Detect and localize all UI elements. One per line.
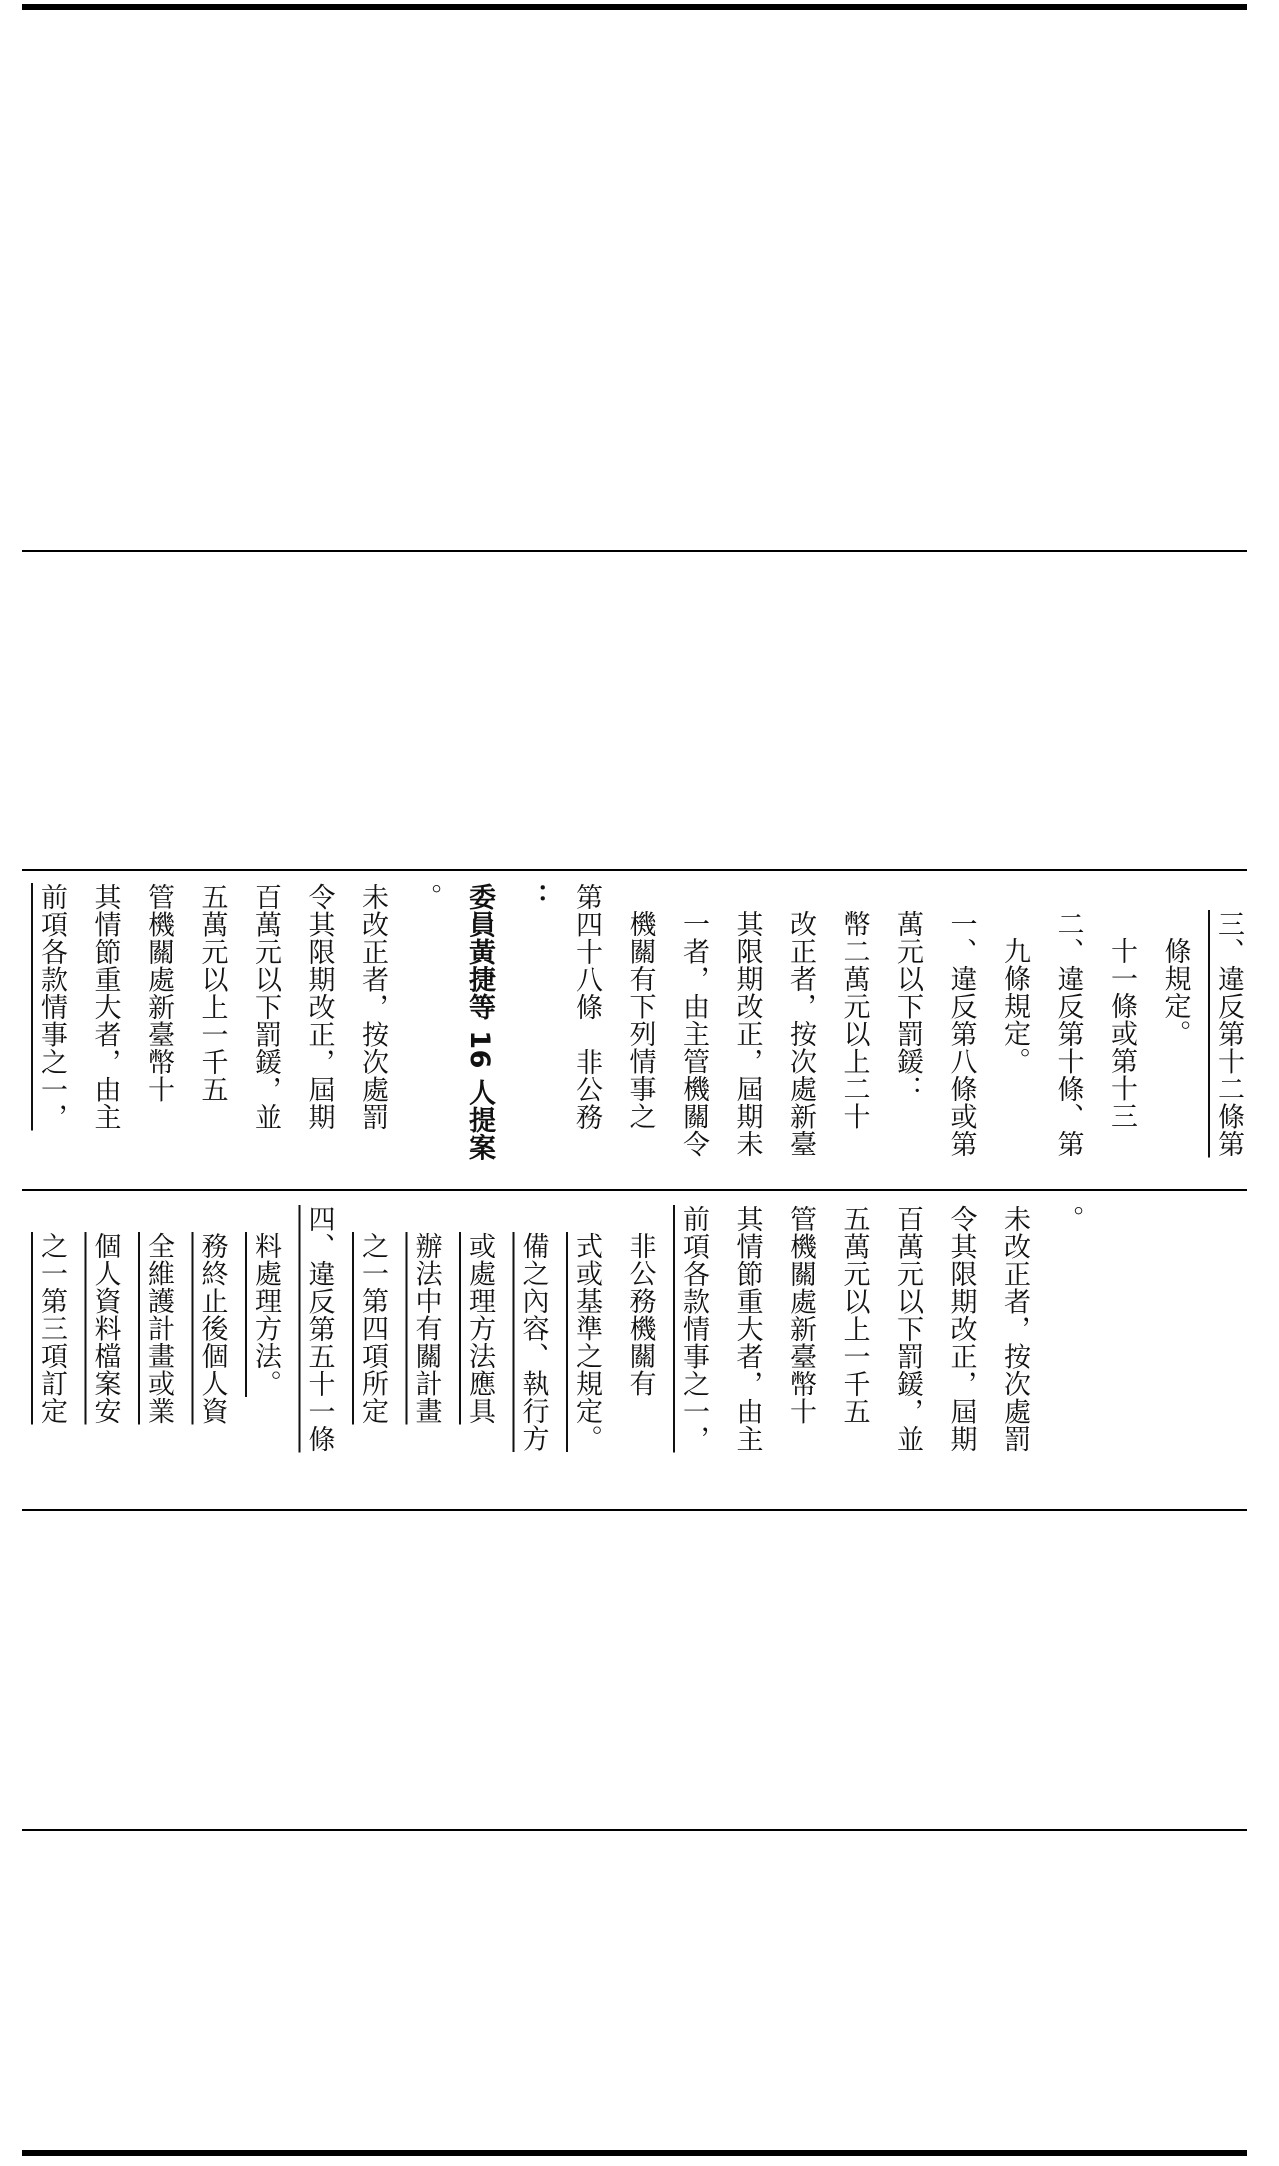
text-segment: 幣二萬元以上二十 xyxy=(838,910,870,1130)
text-column xyxy=(622,1205,658,1505)
text-column xyxy=(461,883,497,1183)
text-segment: 九條規定。 xyxy=(999,937,1030,1075)
text-segment: 其限期改正，屆期未 xyxy=(731,910,763,1158)
text-column xyxy=(461,1205,497,1505)
text-segment: 務終止後個人資 xyxy=(196,1232,228,1425)
row-divider-3 xyxy=(22,1189,1247,1191)
text-segment: 個人資料檔案安 xyxy=(89,1232,121,1425)
text-segment: 前項各款情事之一， xyxy=(678,1205,709,1453)
text-column xyxy=(996,883,1032,1183)
top-border xyxy=(22,4,1247,10)
text-segment: 管機關處新臺幣十 xyxy=(143,883,174,1103)
text-segment: 前項各款情事之一， xyxy=(36,883,67,1131)
text-column xyxy=(247,883,283,1183)
text-column xyxy=(675,1205,711,1505)
text-column xyxy=(622,883,658,1183)
text-column xyxy=(247,1205,283,1505)
text-segment: 之一第四項所定 xyxy=(357,1232,388,1425)
text-segment: 四、違反第五十一條 xyxy=(303,1205,335,1453)
text-column xyxy=(836,1205,872,1505)
text-column xyxy=(301,1205,337,1505)
text-segment: 百萬元以下罰鍰，並 xyxy=(892,1205,923,1453)
text-segment: 其情節重大者，由主 xyxy=(89,883,121,1131)
text-column xyxy=(87,883,123,1183)
text-column xyxy=(408,1205,444,1505)
text-segment: 百萬元以下罰鍰，並 xyxy=(250,883,281,1131)
text-segment: 機關有下列情事之 xyxy=(624,910,656,1130)
text-segment: 全維護計畫或業 xyxy=(143,1232,174,1425)
text-column xyxy=(354,1205,390,1505)
text-segment: 令其限期改正，屆期 xyxy=(303,883,335,1131)
text-segment: 未改正者，按次處罰 xyxy=(999,1205,1030,1453)
text-column xyxy=(301,883,337,1183)
text-segment: 之一第三項訂定 xyxy=(36,1232,67,1425)
text-column xyxy=(568,883,604,1183)
text-column xyxy=(515,883,551,1183)
text-segment: 三、違反第十二條第 xyxy=(1213,910,1244,1158)
text-column xyxy=(889,883,925,1183)
text-column xyxy=(1157,883,1193,1183)
upper-table-cell xyxy=(33,883,1243,1183)
text-segment: 二、違反第十條、第 xyxy=(1052,910,1084,1158)
text-column xyxy=(194,1205,230,1505)
text-column xyxy=(836,883,872,1183)
text-column xyxy=(943,883,979,1183)
text-segment: 五萬元以上一千五 xyxy=(838,1205,870,1425)
text-segment: 一者，由主管機關令 xyxy=(678,910,709,1158)
text-column xyxy=(943,1205,979,1505)
text-segment: 。 xyxy=(410,883,442,911)
row-divider-4 xyxy=(22,1509,1247,1511)
text-segment: ： xyxy=(517,883,549,911)
text-segment: 備之內容、執行方 xyxy=(517,1232,549,1452)
text-column xyxy=(675,883,711,1183)
text-segment: 式或基準之規定。 xyxy=(571,1232,602,1452)
text-segment: 料處理方法。 xyxy=(250,1232,281,1397)
text-column xyxy=(729,883,765,1183)
text-column xyxy=(1050,1205,1086,1505)
text-segment: 未改正者，按次處罰 xyxy=(357,883,388,1131)
text-column xyxy=(996,1205,1032,1505)
text-column xyxy=(1050,883,1086,1183)
text-column xyxy=(782,1205,818,1505)
text-segment: 萬元以下罰鍰： xyxy=(892,910,923,1103)
text-segment: 條規定。 xyxy=(1159,937,1191,1047)
text-column xyxy=(889,1205,925,1505)
text-segment: 改正者，按次處新臺 xyxy=(785,910,816,1158)
lower-table-cell xyxy=(33,1205,1243,1505)
text-segment: 管機關處新臺幣十 xyxy=(785,1205,816,1425)
text-column xyxy=(354,883,390,1183)
bottom-border xyxy=(22,2150,1247,2156)
text-segment: 委員黃捷等 16 人提案 xyxy=(464,883,495,1162)
row-divider-2 xyxy=(22,869,1247,871)
text-column xyxy=(140,1205,176,1505)
text-column xyxy=(194,883,230,1183)
text-segment: 十一條或第十三 xyxy=(1106,937,1137,1130)
text-column xyxy=(729,1205,765,1505)
text-column xyxy=(568,1205,604,1505)
text-column xyxy=(408,883,444,1183)
text-segment: 五萬元以上一千五 xyxy=(196,883,228,1103)
row-divider-5 xyxy=(22,1829,1247,1831)
text-segment: 第四十八條 非公務 xyxy=(571,883,602,1131)
text-segment: 非公務機關有 xyxy=(624,1232,656,1397)
text-column xyxy=(515,1205,551,1505)
text-segment: 。 xyxy=(1052,1205,1084,1233)
text-column xyxy=(140,883,176,1183)
text-segment: 或處理方法應具 xyxy=(464,1232,495,1425)
text-column xyxy=(33,1205,69,1505)
text-column xyxy=(782,883,818,1183)
text-segment: 其情節重大者，由主 xyxy=(731,1205,763,1453)
text-column xyxy=(87,1205,123,1505)
text-segment: 令其限期改正，屆期 xyxy=(945,1205,977,1453)
text-segment: 一、違反第八條或第 xyxy=(945,910,977,1158)
row-divider-1 xyxy=(22,550,1247,552)
text-column xyxy=(33,883,69,1183)
text-segment: 辦法中有關計畫 xyxy=(410,1232,442,1425)
text-column xyxy=(1210,883,1246,1183)
text-column xyxy=(1103,883,1139,1183)
